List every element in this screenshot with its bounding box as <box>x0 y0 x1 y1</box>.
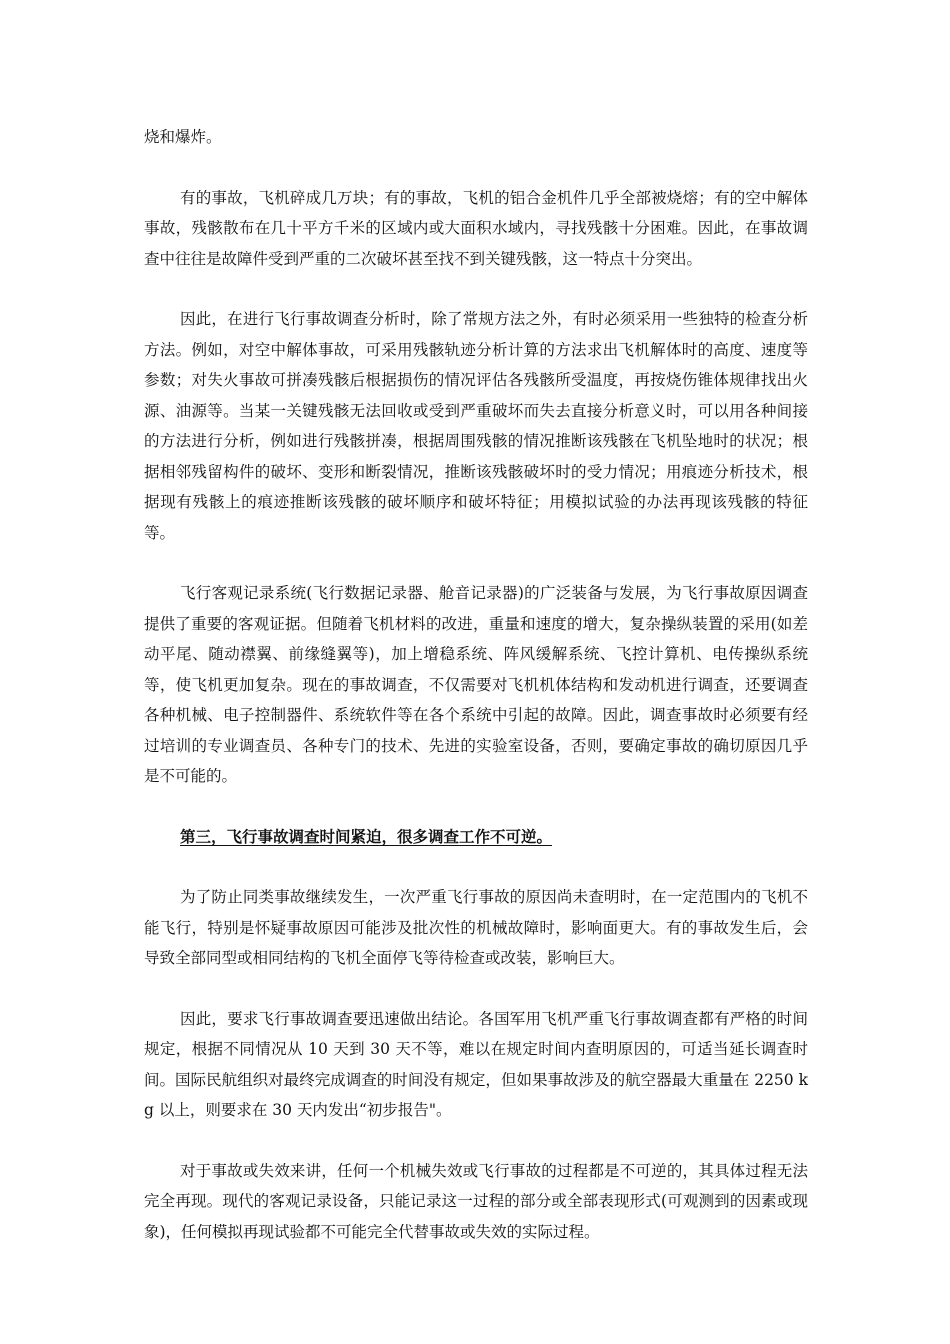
paragraph: 飞行客观记录系统(飞行数据记录器、舱音记录器)的广泛装备与发展，为飞行事故原因调查提供了重要的客观证据。但随着飞机材料的改进，重量和速度的增大，复杂操纵装置的采用(如差动平尾、随动襟翼、前缘缝翼等)，加上增稳系统、阵风缓解系统、飞控计算机、电传操纵系统等，使飞机更加复杂。现在的事故调查，不仅需要对飞机机体结构和发动机进行调查，还要调查各种机械、电子控制器件、系统软件等在各个系统中引起的故障。因此，调查事故时必须要有经过培训的专业调查员、各种专门的技术、先进的实验室设备，否则，要确定事故的确切原因几乎是不可能的。 <box>144 584 808 785</box>
paragraph: 为了防止同类事故继续发生，一次严重飞行事故的原因尚未查明时，在一定范围内的飞机不能飞行，特别是怀疑事故原因可能涉及批次性的机械故障时，影响面更大。有的事故发生后，会导致全部同型或相同结构的飞机全面停飞等待检查或改装，影响巨大。 <box>144 888 808 967</box>
section-heading: 第三，飞行事故调查时间紧迫，很多调查工作不可逆。 <box>180 826 553 846</box>
paragraph: 有的事故，飞机碎成几万块；有的事故，飞机的铝合金机件几乎全部被烧熔；有的空中解体事故，残骸散布在几十平方千米的区域内或大面积水域内，寻找残骸十分困难。因此，在事故调查中往往是故障件受到严重的二次破坏甚至找不到关键残骸，这一特点十分突出。 <box>144 188 808 268</box>
paragraph-continuation: 烧和爆炸。 <box>144 128 222 146</box>
paragraph: 因此，在进行飞行事故调查分析时，除了常规方法之外，有时必须采用一些独特的检查分析方法。例如，对空中解体事故，可采用残骸轨迹分析计算的方法求出飞机解体时的高度、速度等参数；对失火事故可拼凑残骸后根据损伤的情况评估各残骸所受温度，再按烧伤锥体规律找出火源、油源等。当某一关键残骸无法回收或受到严重破坏而失去直接分析意义时，可以用各种间接的方法进行分析，例如进行残骸拼凑，根据周围残骸的情况推断该残骸在飞机坠地时的状况；根据相邻残留构件的破坏、变形和断裂情况，推断该残骸破坏时的受力情况；用痕迹分析技术，根据现有残骸上的痕迹推断该残骸的破坏顺序和破坏特征；用模拟试验的办法再现该残骸的特征等。 <box>144 310 808 542</box>
paragraph: 因此，要求飞行事故调查要迅速做出结论。各国军用飞机严重飞行事故调查都有严格的时间规定，根据不同情况从 10 天到 30 天不等，难以在规定时间内查明原因的，可适当延长调查时间。国际民航组织对最终完成调查的时间没有规定，但如果事故涉及的航空器最大重量在 2250 kg 以上，则要求在 30 天内发出“初步报告"。 <box>144 1009 808 1119</box>
paragraph: 对于事故或失效来讲，任何一个机械失效或飞行事故的过程都是不可逆的，其具体过程无法完全再现。现代的客观记录设备，只能记录这一过程的部分或全部表现形式(可观测到的因素或现象)，任何模拟再现试验都不可能完全代替事故或失效的实际过程。 <box>144 1161 808 1241</box>
document-page <box>144 122 808 1247</box>
